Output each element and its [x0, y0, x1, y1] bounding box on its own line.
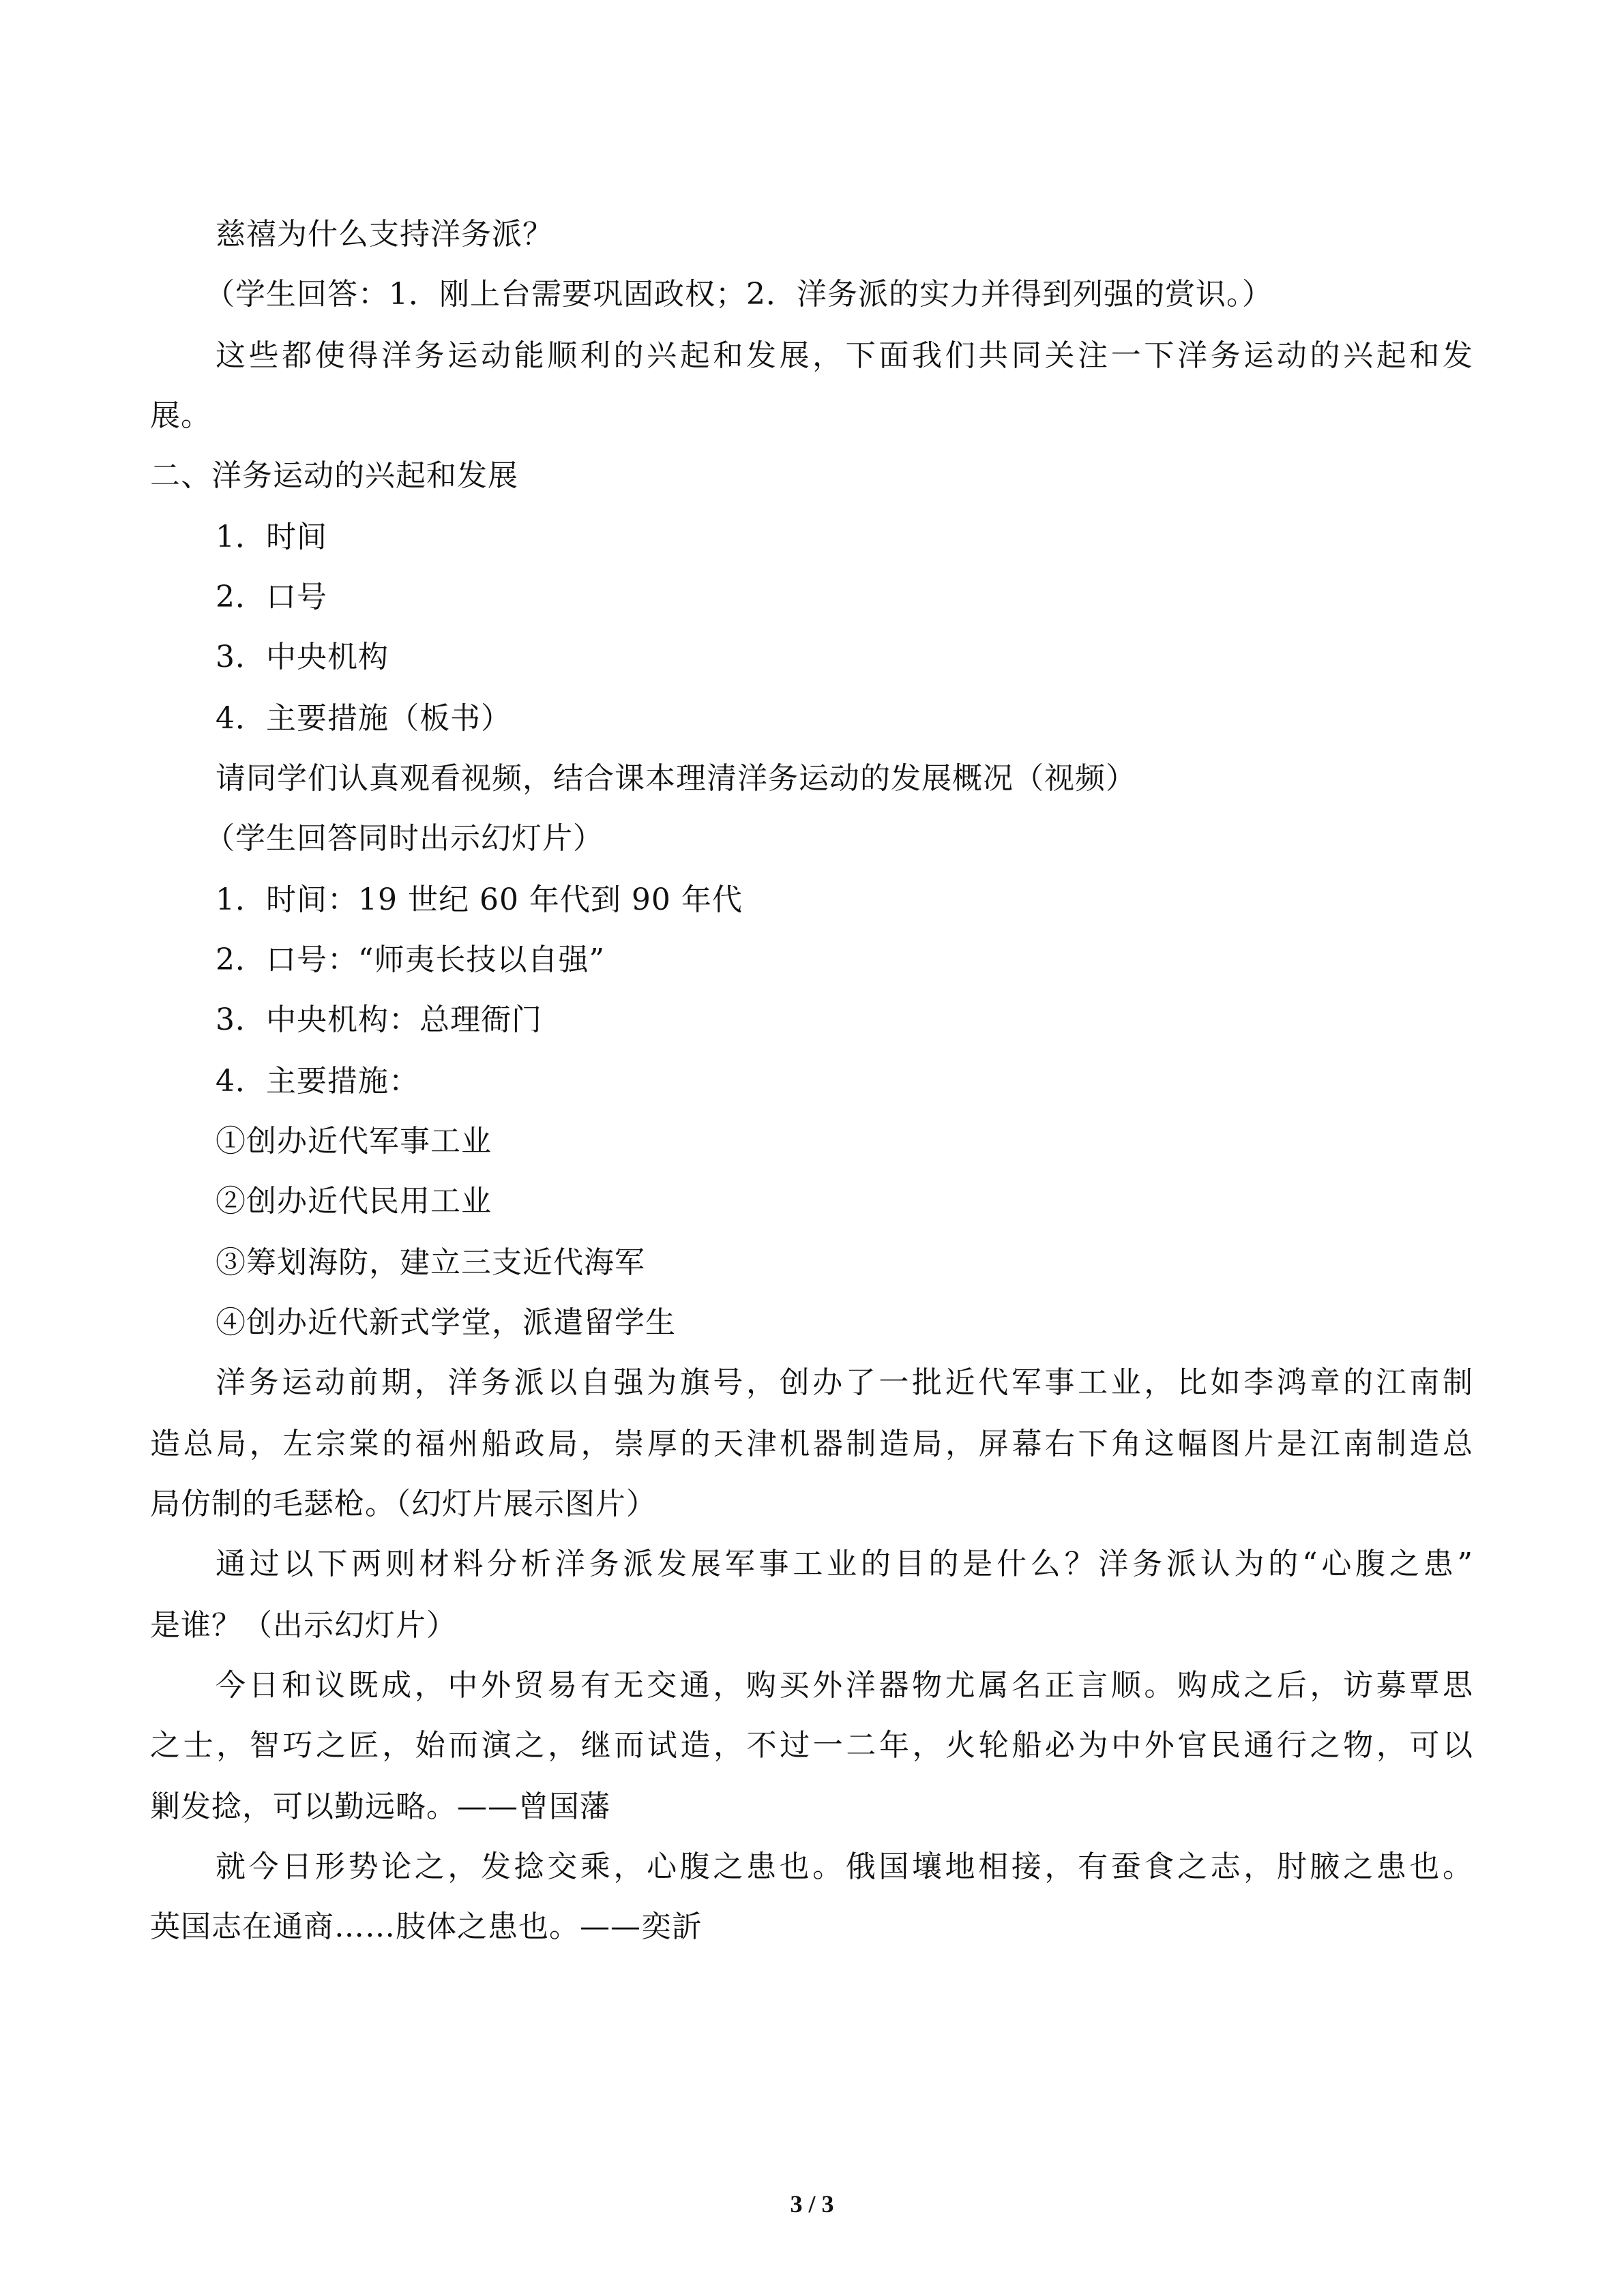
question-paragraph: 慈禧为什么支持洋务派？ [216, 217, 553, 252]
quote-yixin-line-1: 就今日形势论之，发捻交乘，心腹之患也。俄国壤地相接，有蚕食之志，肘腋之患也。 [216, 1849, 1473, 1884]
outline-item-slogan: 2．口号 [216, 580, 327, 614]
quote-zeng-line-2: 之士，智巧之匠，始而演之，继而试造，不过一二年，火轮船必为中外官民通行之物，可以 [150, 1728, 1473, 1763]
answer-item-time: 1．时间：19 世纪 60 年代到 90 年代 [216, 882, 743, 917]
materials-question-line-1: 通过以下两则材料分析洋务派发展军事工业的目的是什么？洋务派认为的“心腹之患” [216, 1547, 1473, 1581]
section-heading: 二、洋务运动的兴起和发展 [150, 458, 518, 493]
outline-item-time: 1．时间 [216, 520, 327, 554]
quote-zeng-line-1: 今日和议既成，中外贸易有无交通，购买外洋器物尤属名正言顺。购成之后，访募覃思 [216, 1668, 1473, 1703]
measure-item-1: ①创办近代军事工业 [216, 1124, 492, 1159]
outline-item-measures: 4．主要措施（板书） [216, 701, 512, 736]
military-industry-paragraph-line-2: 造总局，左宗棠的福州船政局，崇厚的天津机器制造局，屏幕右下角这幅图片是江南制造总 [150, 1427, 1473, 1461]
outline-item-central-agency: 3．中央机构 [216, 640, 389, 674]
measure-item-2: ②创办近代民用工业 [216, 1184, 492, 1219]
answer-item-central-agency: 3．中央机构：总理衙门 [216, 1002, 542, 1037]
measure-item-3: ③筹划海防，建立三支近代海军 [216, 1245, 645, 1280]
slide-note-paragraph: （学生回答同时出示幻灯片） [205, 821, 604, 856]
military-industry-paragraph-line-1: 洋务运动前期，洋务派以自强为旗号，创办了一批近代军事工业，比如李鸿章的江南制 [216, 1365, 1473, 1400]
student-answer-paragraph: （学生回答：1．刚上台需要巩固政权；2．洋务派的实力并得到列强的赏识。） [205, 277, 1273, 312]
transition-paragraph-line-2: 展。 [150, 398, 211, 433]
materials-question-line-2: 是谁？（出示幻灯片） [150, 1608, 457, 1643]
measure-item-4: ④创办近代新式学堂，派遣留学生 [216, 1305, 676, 1340]
quote-zeng-line-3: 剿发捻，可以勤远略。——曾国藩 [150, 1789, 610, 1824]
quote-yixin-line-2: 英国志在通商……肢体之患也。——奕訢 [150, 1909, 703, 1944]
page-number: 3 / 3 [790, 2190, 834, 2218]
video-instruction-paragraph: 请同学们认真观看视频，结合课本理清洋务运动的发展概况（视频） [216, 761, 1136, 796]
answer-item-measures: 4．主要措施： [216, 1064, 419, 1099]
answer-item-slogan: 2．口号：“师夷长技以自强” [216, 942, 605, 977]
transition-paragraph-line-1: 这些都使得洋务运动能顺利的兴起和发展，下面我们共同关注一下洋务运动的兴起和发 [216, 338, 1473, 373]
military-industry-paragraph-line-3: 局仿制的毛瑟枪。（幻灯片展示图片） [150, 1487, 657, 1521]
